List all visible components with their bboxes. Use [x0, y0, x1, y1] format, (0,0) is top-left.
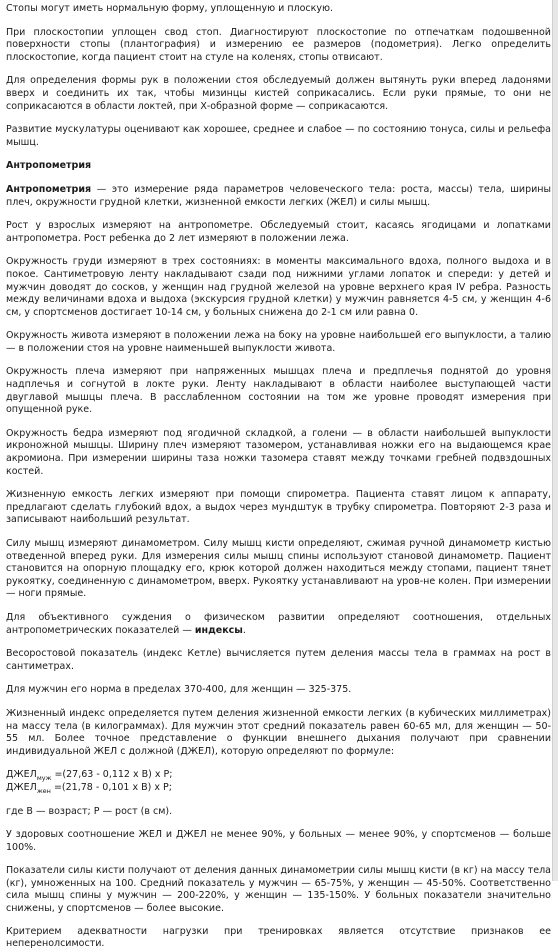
paragraph-hand-strength: Показатели силы кисти получают от деления данных динамометрии силы мышц кисти (в кг) на массу тела (кг), умноженных на 100. Средний показатель у мужчин — 65-75%, у женщин — 45-50%. Соответственно сила мышц спины у мужчин — 200-220%, у женщин — 135-150%. У больных показатели значительно снижены, у спортсменов — более высокие. [6, 865, 551, 915]
definition-text: — это измерение ряда параметров человеческого тела: роста, массы) тела, ширины плеч, окружности грудной клетки, жизненной емкости легких (ЖЕЛ) и силы мышц. [6, 183, 551, 208]
article-body [6, 0, 551, 951]
formula-female-sub: жен [36, 786, 51, 795]
indices-term: индексы [194, 624, 243, 636]
paragraph-vital-capacity: Жизненную емкость легких измеряют при помощи спирометра. Пациента ставят лицом к аппарату, предлагают сделать глубокий вдох, а выдох через мундштук в трубку спирометра. Повторяют 2-3 раза и записывают наибольший результат. [6, 489, 551, 526]
formula-female-rest: =(21,78 - 0,101 x В) x Р; [50, 781, 172, 793]
scrollbar[interactable] [552, 0, 558, 881]
paragraph-arm-shape: Для определения формы рук в положении стоя обследуемый должен вытянуть руки вперед ладонями вверх и соединить их так, чтобы мизинцы кистей соприкасались. Если руки прямые, то они не соприкасаются в области локтей, при Х-образной форме — соприкасаются. [6, 75, 551, 112]
paragraph-norm: Для мужчин его норма в пределах 370-400, для женщин — 325-375. [6, 684, 352, 696]
formula-male-rest: =(27,63 - 0,112 x В) x Р; [51, 769, 173, 781]
paragraph-chest: Окружность груди измеряют в трех состояниях: в моменты максимального вдоха, полного выдоха и в покое. Сантиметровую ленту накладывают сзади под нижними углами лопаток и спереди: у детей и мужчин доводят до сосков, у женщин над грудной железой на уровне верхнего края IV ребра. Разность между величинами вдоха и выдоха (экскурсия грудной клетки) у мужчин равняется 4-5 см, у женщин 4-6 см, у спортсменов достигает 10-14 см, у больных снижена до 2-1 см или равна 0. [6, 256, 551, 318]
paragraph-strength: Силу мышц измеряют динамометром. Силу мышц кисти определяют, сжимая ручной динамометр кистью отведенной вперед руки. Для измерения силы мышц спины используют становой динамометр. Пациент становится на опорную площадку его, крюк которой должен находиться между стопами, пациент тянет рукоятку, соединенную с динамометром, вверх. Рукоятку устанавливают на уров-не колен. При измерении — ноги прямые. [6, 538, 551, 600]
paragraph-healthy-ratio: У здоровых соотношение ЖЕЛ и ДЖЕЛ не менее 90%, у больных — менее 90%, у спортсменов — больше 100%. [6, 829, 551, 853]
section-heading: Антропометрия [6, 160, 92, 172]
paragraph-where: где В — возраст; Р — рост (в см). [6, 805, 173, 817]
paragraph-flatfoot: При плоскостопии уплощен свод стоп. Диагностируют плоскостопие по отпечаткам подошвенной поверхности стопы (плантография) и измерению ее размеров (подометрия). Легко определить плоскостопие, когда пациент стоит на стуле на коленях, стопы отвисают. [6, 26, 551, 63]
paragraph-criterion: Критерием адекватности нагрузки при тренировках является отсутствие признаков ее неперенолсимости. [6, 925, 551, 950]
paragraph-definition [6, 184, 551, 209]
indices-end: . [242, 624, 246, 636]
formula-male-base: ДЖЕЛ [6, 769, 37, 781]
paragraph-quetelet: Весоростовой показатель (индекс Кетле) вычисляется путем деления массы тела в граммах на рост в сантиметрах. [6, 648, 551, 672]
paragraph-foot-types: Стопы могут иметь нормальную форму, уплощенную и плоскую. [6, 3, 334, 14]
paragraph-vital-index: Жизненный индекс определяется путем деления жизненной емкости легких (в кубических миллиметрах) на массу тела (в килограммах). Для мужчин этот средний показатель равен 60-65 мл, для женщин — 50-55 мл. Более точное представление о функции внешнего дыхания получают при сравнении индивидуальной ЖЕЛ с должной (ДЖЕЛ), которую определяют по формуле: [6, 707, 551, 757]
paragraph-thigh: Окружность бедра измеряют под ягодичной складкой, а голени — в области наибольшей выпуклости икроножной мышцы. Ширину плеч измеряют тазомером, устанавливая ножки его на выдающемся крае акромиона. При измерении ширины таза ножки тазомера ставят между точками гребней подвздошных костей. [6, 427, 551, 477]
paragraph-indices [6, 612, 551, 637]
formula-male-sub: муж [36, 774, 52, 783]
indices-text: Для объективного суждения о физическом развитии определяют соотношения, отдельных антропометрических показателей — [6, 611, 551, 636]
formula-female-base: ДЖЕЛ [6, 781, 37, 793]
paragraph-height: Рост у взрослых измеряют на антропометре. Обследуемый стоит, касаясь ягодицами и лопатками антропометра. Рост ребенка до 2 лет измеряют в положении лежа. [6, 220, 551, 244]
paragraph-musculature: Развитие мускулатуры оценивают как хорошее, среднее и слабое — по состоянию тонуса, силы и рельефа мышц. [6, 124, 551, 148]
paragraph-abdomen: Окружность живота измеряют в положении лежа на боку на уровне наибольшей его выпуклости, а талию — в положении стоя на уровне наименьшей выпуклости живота. [6, 330, 551, 354]
definition-term: Антропометрия [6, 183, 92, 195]
formula-female [6, 782, 551, 795]
paragraph-shoulder: Окружность плеча измеряют при напряженных мышцах плеча и предплечья поднятой до уровня надплечья и согнутой в локте руки. Ленту накладывают в области наиболее выступающей части двуглавой мышцы плеча. В расслабленном состоянии на том же уровне проводят измерения при опущенной руке. [6, 366, 551, 416]
formula-male [6, 769, 551, 782]
